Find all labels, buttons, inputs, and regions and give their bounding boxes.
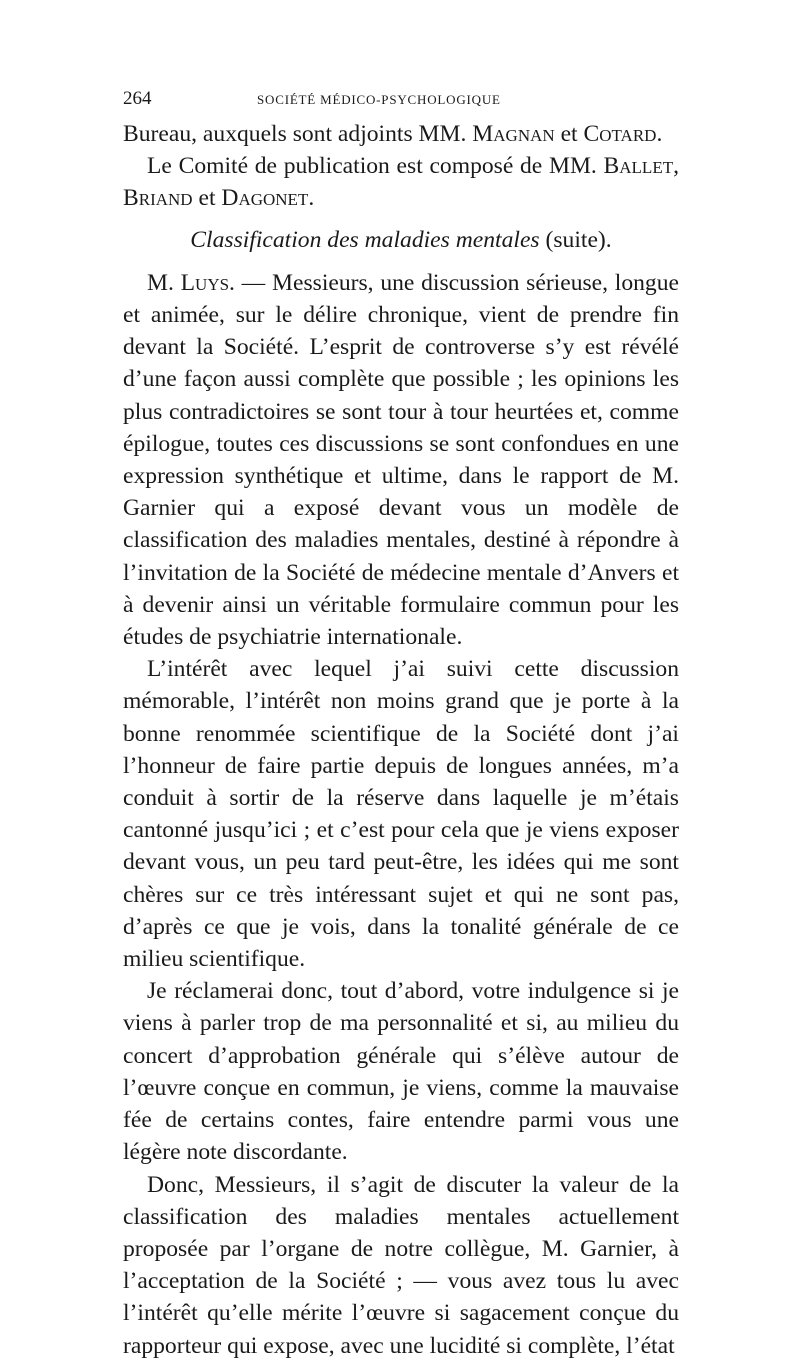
paragraph-comite — [123, 150, 679, 214]
text-run: Le Comité de publication est composé de MM. — [147, 153, 604, 180]
name-magnan: Magnan — [472, 121, 555, 147]
text-run: et — [192, 185, 222, 212]
name-ballet: Ballet — [603, 153, 674, 180]
name-dagonet: Dagonet — [221, 185, 309, 212]
body-text — [123, 118, 679, 1362]
book-page — [123, 88, 679, 1362]
page-number: 264 — [123, 88, 152, 109]
text-run: et — [554, 121, 584, 147]
paragraph-bureau — [123, 118, 679, 150]
paragraph-luys — [123, 267, 679, 653]
speaker-prefix: M. — [147, 269, 181, 296]
text-run: Bureau, auxquels sont adjoints MM. — [123, 121, 473, 147]
running-header — [123, 88, 679, 118]
section-heading — [123, 224, 679, 256]
name-cotard: Cotard — [583, 121, 657, 147]
text-run: , — [673, 153, 679, 180]
text-run: . — [308, 185, 315, 212]
speaker-name: Luys — [180, 269, 230, 296]
running-title: SOCIÉTÉ MÉDICO-PSYCHOLOGIQUE — [257, 92, 501, 107]
paragraph-interet: L’intérêt avec lequel j’ai suivi cette discussion mémorable, l’intérêt non moins grand que je porte à la bonne renommée scientifique de la Société dont j’ai l’honneur de faire partie depuis de longues années, m’a conduit à sortir de la réserve dans laquelle je m’étais cantonné jusqu’ici ; et c’est pour cela que je viens exposer devant vous, un peu tard peut-être, les idées qui me sont chères sur ce très intéressant sujet et qui ne sont pas, d’après ce que je vois, dans la tonalité générale de ce milieu scientifique. — [123, 656, 679, 973]
section-heading-italic: Classification des maladies mentales — [190, 226, 540, 253]
text-run: . — [656, 121, 663, 147]
name-briand: Briand — [123, 185, 193, 212]
paragraph-classification: Donc, Messieurs, il s’agit de discuter la valeur de la classification des maladies mentales actuellement proposée par l’organe de notre collègue, M. Garnier, à l’acceptation de la Société ; — vous avez tous lu avec l’intérêt qu’elle mérite l’œuvre si sagacement conçue du rapporteur qui expose, avec une lucidité si complète, l’état — [123, 1171, 679, 1359]
section-heading-suffix: (suite). — [539, 226, 612, 253]
text-run: . — Messieurs, une discussion sérieuse, longue et animée, sur le délire chronique, vient de prendre fin devant la Société. L’esprit de controverse s’y est révélé d’une façon aussi complète que possible ; les opinions les plus contradictoires se sont tour à tour heurtées et, comme épilogue, toutes ces discussions se sont confondues en une expression synthétique et ultime, dans le rapport de M. Garnier qui a exposé devant vous un modèle de classification des maladies mentales, destiné à répondre à l’invitation de la Société de médecine mentale d’Anvers et à devenir ainsi un véritable formulaire commun pour les études de psychiatrie internationale. — [123, 269, 679, 651]
paragraph-indulgence: Je réclamerai donc, tout d’abord, votre indulgence si je viens à parler trop de ma personnalité et si, au milieu du concert d’approbation générale qui s’élève autour de l’œuvre conçue en commun, je viens, comme la mauvaise fée de certains contes, faire entendre parmi vous une légère note discordante. — [123, 978, 679, 1166]
